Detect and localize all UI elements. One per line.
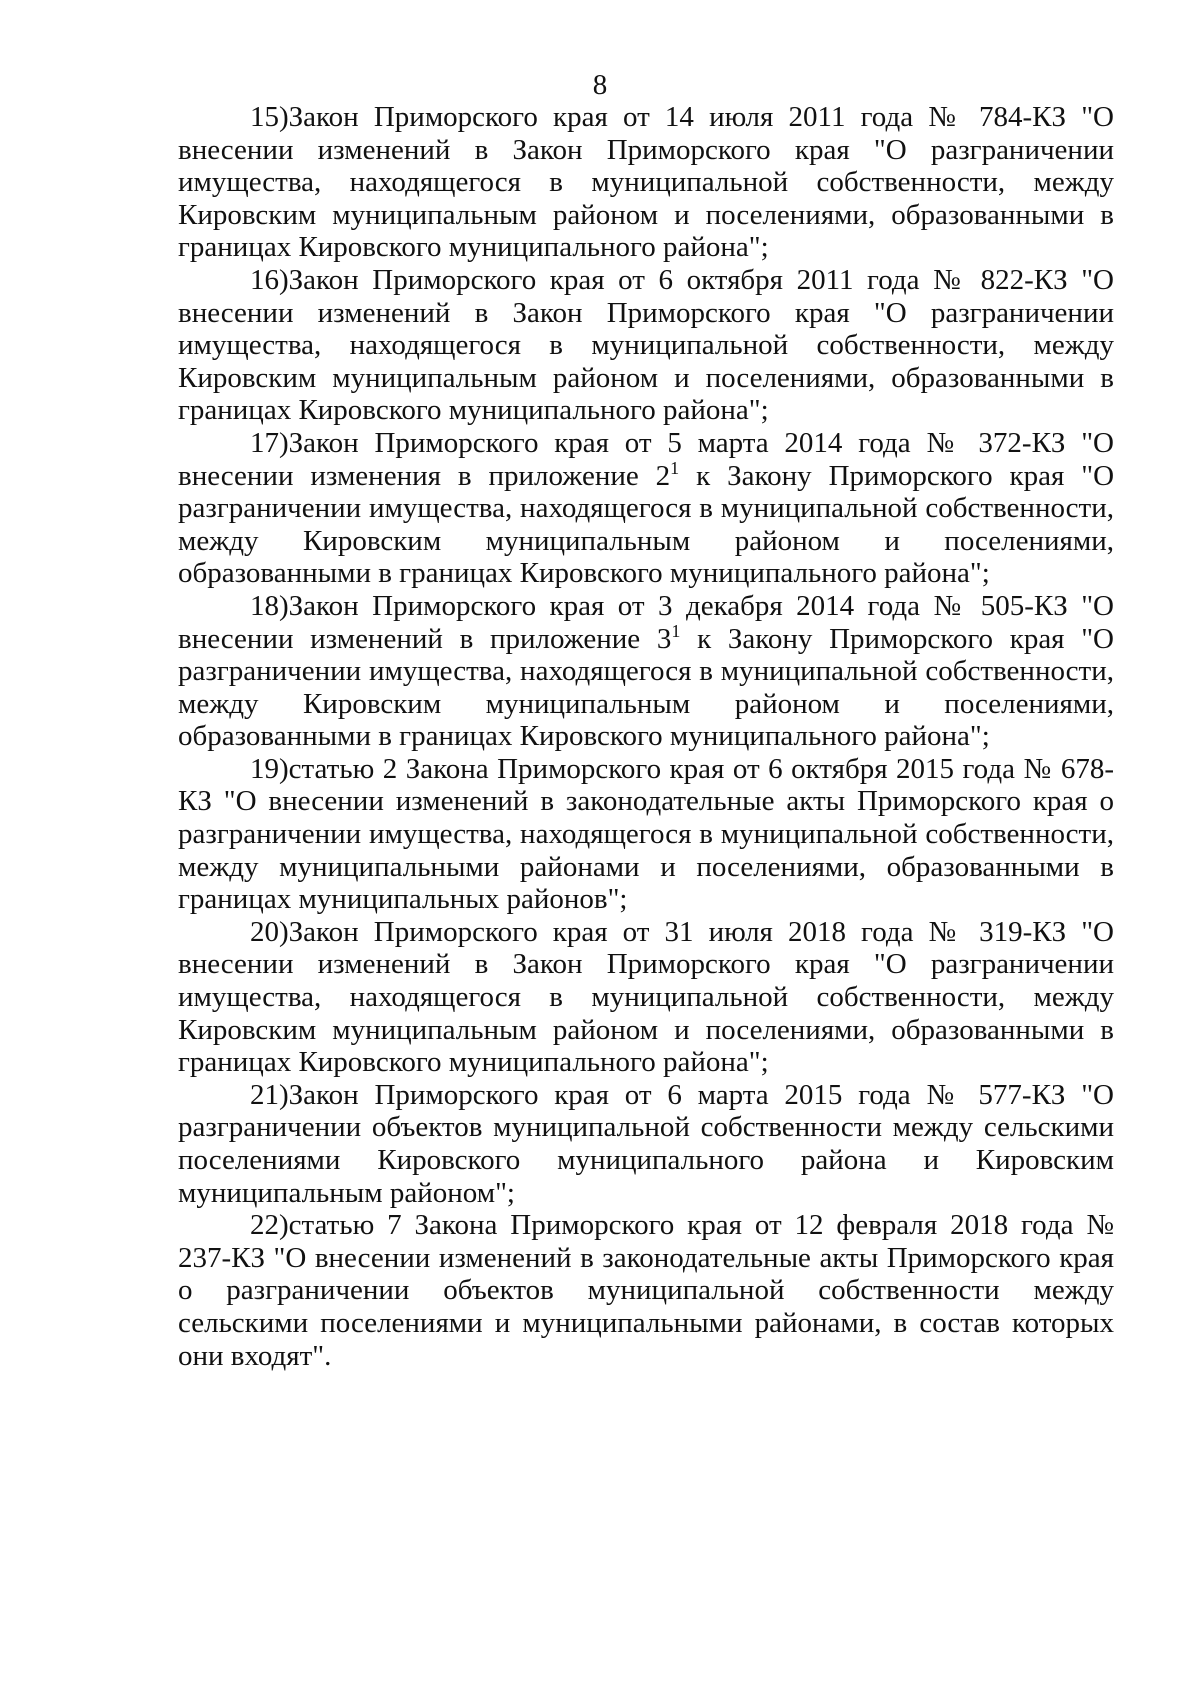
item-text: 19)статью 2 Закона Приморского края от 6 октября 2015 года № 678-КЗ "О внесении изменений в законодательные акты Приморского края о разграничении имущества, находящегося в муниципальной собственности, между муниципальными районами и поселениями, образованными в границах муниципальных районов"; [178, 752, 1114, 916]
list-item-17 [178, 427, 1114, 590]
list-item-21 [178, 1079, 1114, 1209]
list-item-16 [178, 264, 1114, 427]
superscript: 1 [670, 457, 680, 478]
item-text: 20)Закон Приморского края от 31 июля 2018 года № 319-КЗ "О внесении изменений в Закон Приморского края "О разграничении имущества, находящегося в муниципальной собственности, между Кировским муниципальным районом и поселениями, образованными в границах Кировского муниципального района"; [178, 915, 1114, 1079]
item-text: 15)Закон Приморского края от 14 июля 2011 года № 784-КЗ "О внесении изменений в Закон Приморского края "О разграничении имущества, находящегося в муниципальной собственности, между Кировским муниципальным районом и поселениями, образованными в границах Кировского муниципального района"; [178, 101, 1114, 264]
list-item-22 [178, 1209, 1114, 1372]
item-text: 17)Закон Приморского края от 5 марта 2014 года № 372-КЗ "О внесении изменения в приложение 2 [178, 426, 1114, 492]
item-text-continued: к Закону Приморского края "О разграничении имущества, находящегося в муниципальной собственности, между Кировским муниципальным районом и поселениями, образованными в границах Кировского муниципального района"; [178, 622, 1114, 753]
item-text: 22)статью 7 Закона Приморского края от 12 февраля 2018 года № 237-КЗ "О внесении изменений в законодательные акты Приморского края о разграничении объектов муниципальной собственности между сельскими поселениями и муниципальными районами, в состав которых они входят". [178, 1209, 1114, 1372]
item-text-continued: к Закону Приморского края "О разграничении имущества, находящегося в муниципальной собственности, между Кировским муниципальным районом и поселениями, образованными в границах Кировского муниципального района"; [178, 459, 1115, 590]
law-list [178, 101, 1114, 1372]
page-number: 8 [592, 69, 608, 101]
list-item-18 [178, 590, 1114, 753]
item-text: 21)Закон Приморского края от 6 марта 2015 года № 577-КЗ "О разграничении объектов муниципальной собственности между сельскими поселениями Кировского муниципального района и Кировским муниципальным районом"; [178, 1078, 1114, 1209]
list-item-19 [178, 753, 1114, 916]
item-text: 18)Закон Приморского края от 3 декабря 2014 года № 505-КЗ "О внесении изменений в приложение 3 [178, 589, 1114, 655]
list-item-20 [178, 916, 1114, 1079]
superscript: 1 [671, 620, 681, 641]
item-text: 16)Закон Приморского края от 6 октября 2011 года № 822-КЗ "О внесении изменений в Закон Приморского края "О разграничении имущества, находящегося в муниципальной собственности, между Кировским муниципальным районом и поселениями, образованными в границах Кировского муниципального района"; [178, 263, 1114, 427]
list-item-15 [178, 101, 1114, 264]
